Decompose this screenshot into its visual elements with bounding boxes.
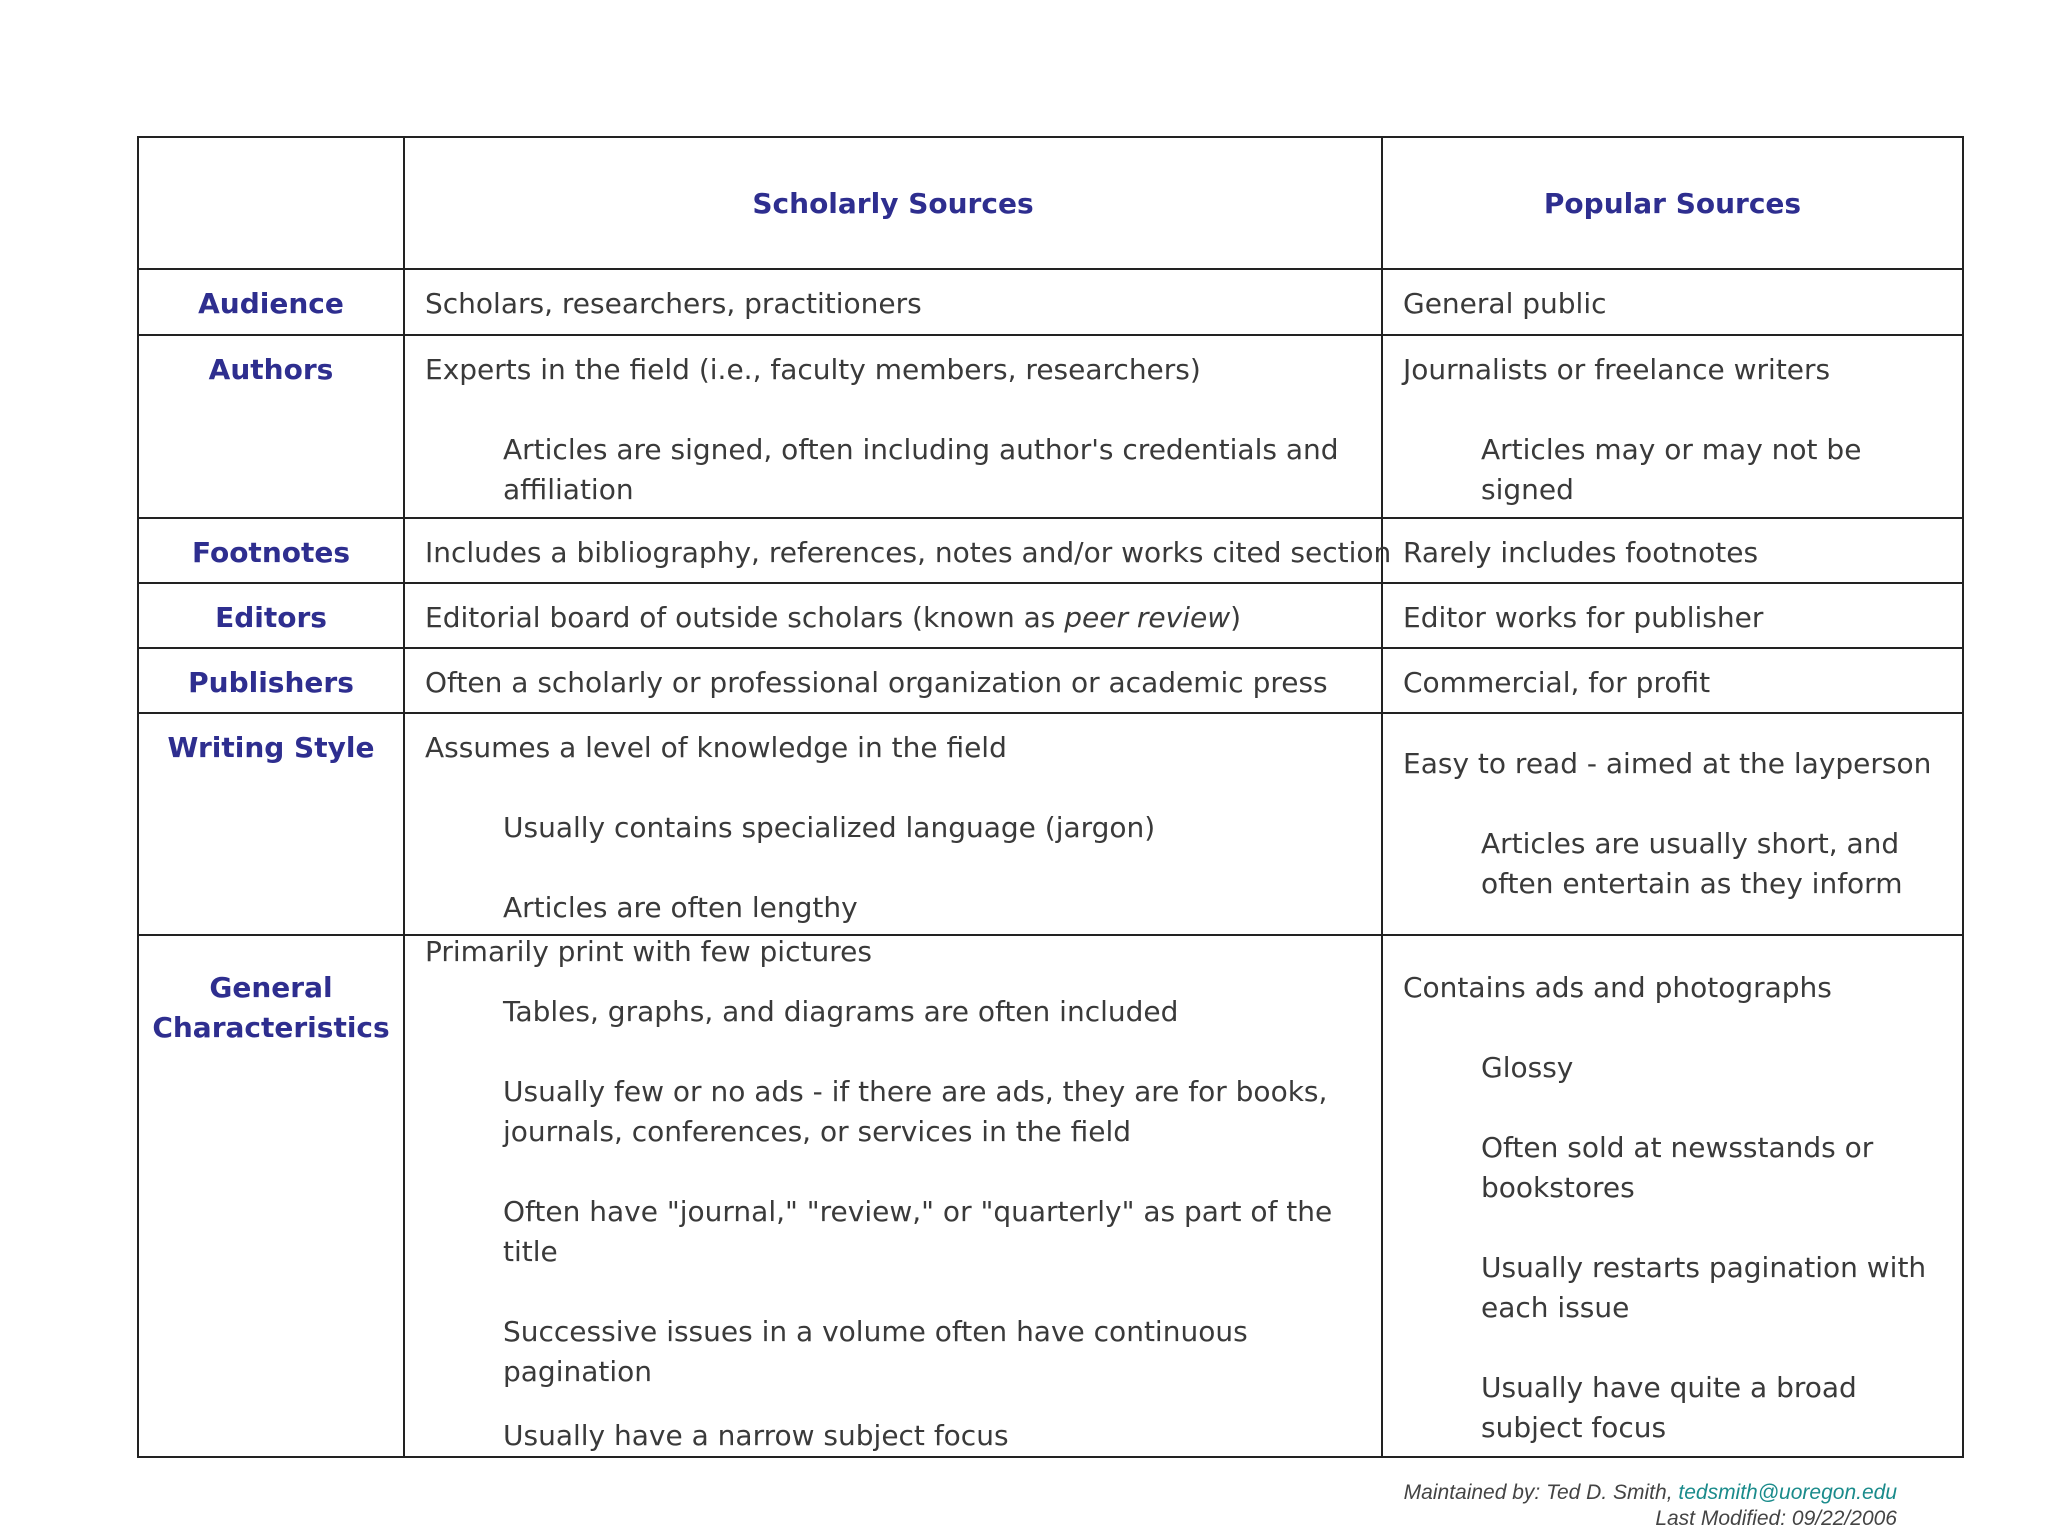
cell-subtext: Articles may or may not be signed — [1481, 433, 1862, 506]
last-modified: Last Modified: 09/22/2006 — [1655, 1507, 1897, 1530]
cell-footnotes-popular — [1382, 518, 1963, 583]
row-footnotes — [138, 518, 1963, 583]
cell-subtext: Articles are signed, often including author's credentials and affiliation — [503, 433, 1339, 506]
cell-text: Easy to read - aimed at the layperson — [1403, 747, 1932, 780]
cell-subtext: Usually restarts pagination with each issue — [1481, 1251, 1927, 1324]
cell-text: Assumes a level of knowledge in the field — [425, 731, 1007, 764]
cell-subtext: Often sold at newsstands or bookstores — [1481, 1131, 1874, 1204]
cell-audience-popular — [1382, 269, 1963, 335]
cell-authors-popular — [1382, 335, 1963, 518]
row-label-line: General — [209, 971, 333, 1004]
row-publishers — [138, 648, 1963, 713]
row-label-line: Characteristics — [152, 1011, 390, 1044]
cell-text — [425, 598, 1381, 638]
header-scholarly: Scholarly Sources — [404, 137, 1382, 269]
cell-text: Primarily print with few pictures — [425, 935, 872, 968]
cell-text: Editor works for publisher — [1403, 601, 1764, 634]
cell-editors-scholarly — [404, 583, 1382, 648]
row-audience — [138, 269, 1963, 335]
cell-text: Contains ads and photographs — [1403, 971, 1832, 1004]
row-label-general-characteristics — [138, 935, 404, 1457]
cell-text: Commercial, for profit — [1403, 666, 1711, 699]
maintained-by-line — [1404, 1480, 1897, 1506]
cell-text-part: Editorial board of outside scholars (known as — [425, 601, 1065, 634]
header-empty — [138, 137, 404, 269]
cell-subtext: Glossy — [1481, 1051, 1574, 1084]
page-footer — [1404, 1480, 1897, 1532]
cell-writing-style-scholarly — [404, 713, 1382, 935]
row-writing-style — [138, 713, 1963, 935]
cell-subtext: Usually few or no ads - if there are ads, they are for books, journals, conferences, or services in the field — [503, 1075, 1328, 1148]
cell-publishers-popular — [1382, 648, 1963, 713]
row-authors — [138, 335, 1963, 518]
cell-authors-scholarly — [404, 335, 1382, 518]
cell-subtext: Successive issues in a volume often have continuous pagination — [503, 1315, 1248, 1388]
cell-editors-popular — [1382, 583, 1963, 648]
cell-footnotes-scholarly — [404, 518, 1392, 583]
cell-text: Scholars, researchers, practitioners — [425, 287, 922, 320]
cell-publishers-scholarly — [404, 648, 1382, 713]
cell-subtext: Often have "journal," "review," or "quarterly" as part of the title — [503, 1195, 1333, 1268]
header-popular: Popular Sources — [1382, 137, 1963, 269]
cell-subtext: Tables, graphs, and diagrams are often included — [503, 995, 1179, 1028]
cell-text: General public — [1403, 287, 1607, 320]
email-link[interactable]: tedsmith@uoregon.edu — [1678, 1481, 1897, 1504]
cell-text: Journalists or freelance writers — [1403, 353, 1831, 386]
cell-text: Rarely includes footnotes — [1403, 536, 1759, 569]
cell-subtext: Usually have quite a broad subject focus — [1481, 1371, 1857, 1444]
cell-text: Experts in the field (i.e., faculty members, researchers) — [425, 353, 1201, 386]
cell-text-part: ) — [1230, 601, 1242, 634]
cell-text: Often a scholarly or professional organization or academic press — [425, 666, 1328, 699]
cell-general-popular — [1382, 935, 1963, 1457]
row-editors — [138, 583, 1963, 648]
row-label-writing-style: Writing Style — [138, 713, 404, 935]
peer-review-emphasis: peer review — [1064, 601, 1231, 634]
cell-subtext: Articles are usually short, and often entertain as they inform — [1481, 827, 1903, 900]
comparison-table — [137, 136, 1964, 1458]
cell-subtext: Usually contains specialized language (jargon) — [503, 811, 1156, 844]
row-label-audience: Audience — [138, 269, 404, 335]
cell-writing-style-popular — [1382, 713, 1963, 935]
row-label-publishers: Publishers — [138, 648, 404, 713]
cell-subtext: Articles are often lengthy — [503, 891, 858, 924]
cell-subtext: Usually have a narrow subject focus — [503, 1419, 1009, 1452]
maintained-by-text: Maintained by: Ted D. Smith, — [1403, 1481, 1679, 1504]
row-label-editors: Editors — [138, 583, 404, 648]
row-label-authors: Authors — [138, 335, 404, 518]
cell-audience-scholarly — [404, 269, 1382, 335]
row-label-footnotes: Footnotes — [138, 518, 404, 583]
row-general-characteristics — [138, 935, 1963, 1457]
header-row — [138, 137, 1963, 269]
cell-text: Includes a bibliography, references, notes and/or works cited section — [425, 536, 1392, 569]
cell-general-scholarly — [404, 935, 1382, 1457]
